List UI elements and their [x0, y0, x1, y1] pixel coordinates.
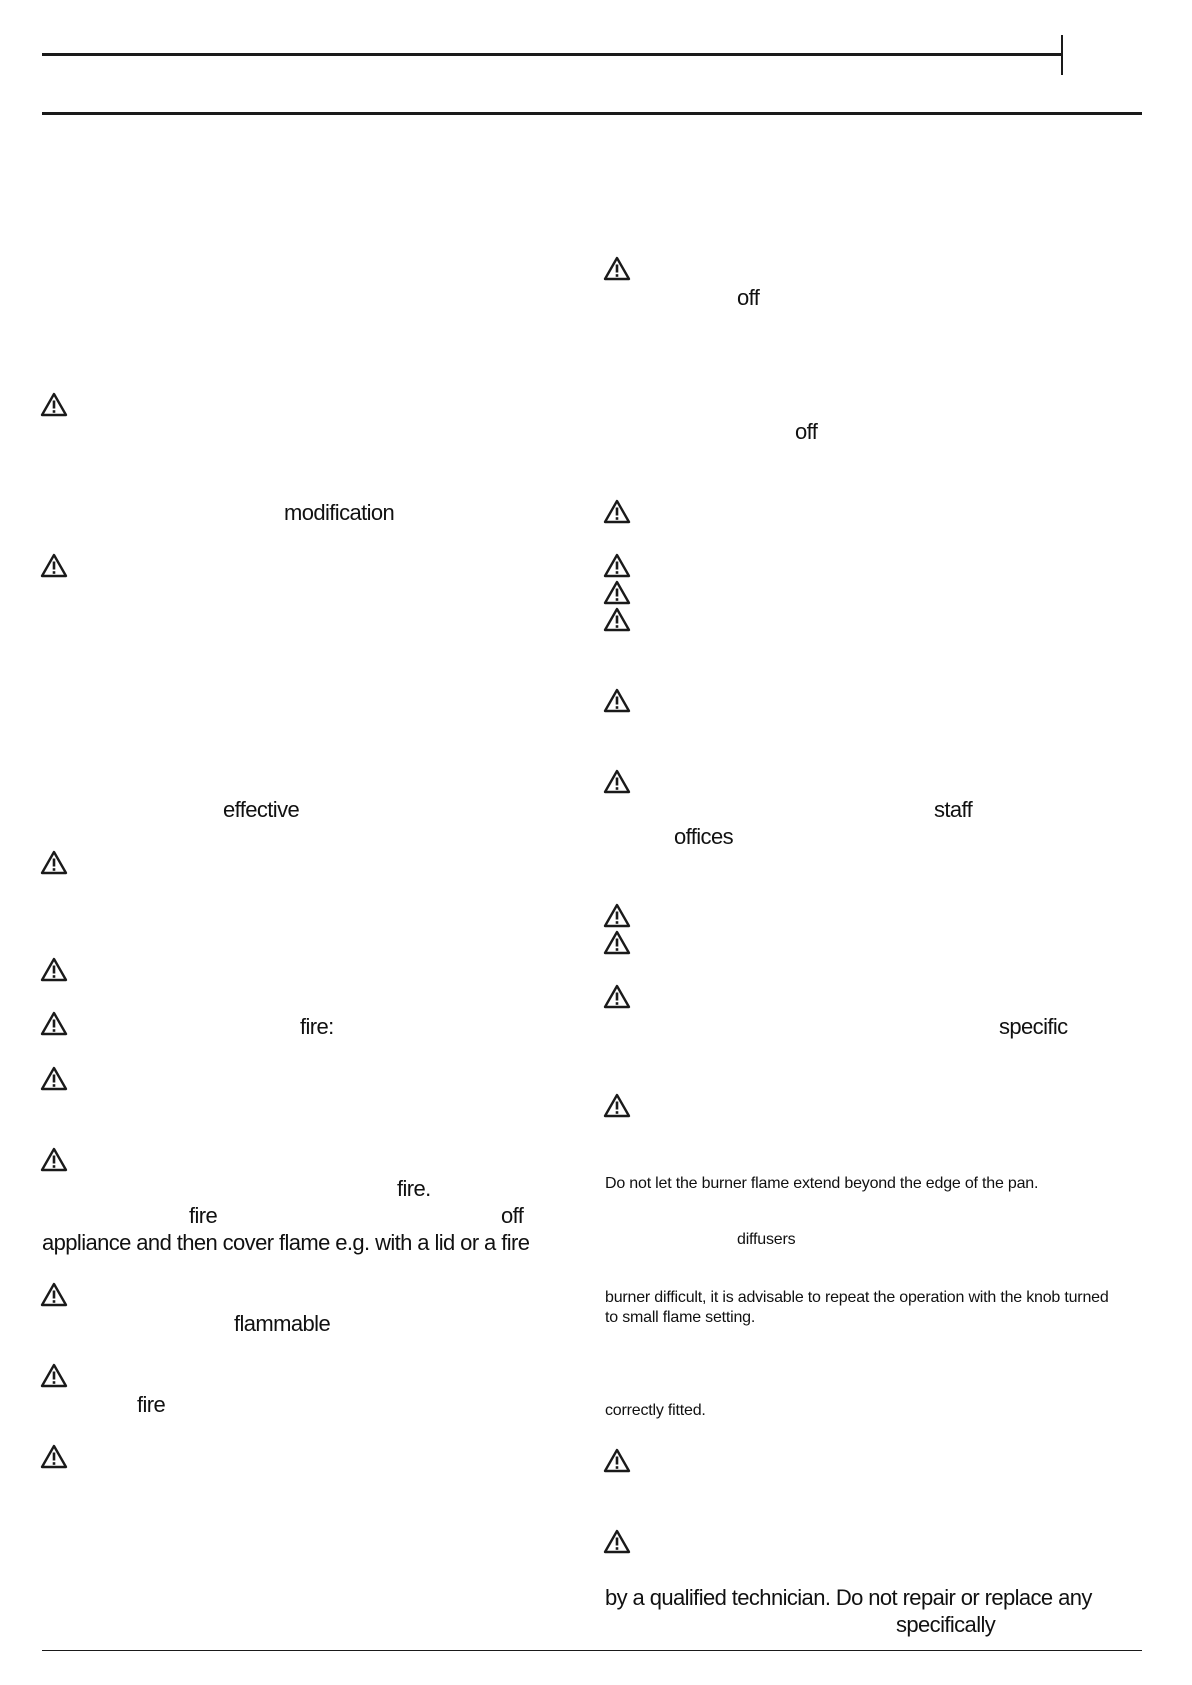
footer-rule — [42, 1650, 1142, 1651]
warning-triangle-icon — [603, 256, 631, 282]
header-top-rule — [42, 53, 1062, 56]
text-specifically: specifically — [896, 1612, 996, 1637]
text-off: off — [501, 1203, 524, 1228]
text-specific: specific — [999, 1014, 1068, 1039]
warning-triangle-icon — [40, 553, 68, 579]
text-staff: staff — [934, 797, 973, 822]
text-fire-colon: fire: — [300, 1014, 334, 1039]
warning-triangle-icon — [603, 903, 631, 929]
text-burner-flame-line: Do not let the burner flame extend beyond the edge of the pan. — [605, 1175, 1039, 1192]
text-diffusers: diffusers — [737, 1231, 796, 1248]
warning-triangle-icon — [603, 607, 631, 633]
text-effective: effective — [223, 797, 300, 822]
warning-triangle-icon — [603, 499, 631, 525]
text-offices: offices — [674, 824, 733, 849]
text-technician-line: by a qualified technician. Do not repair or replace any — [605, 1585, 1092, 1610]
warning-triangle-icon — [40, 1363, 68, 1389]
text-modification: modification — [284, 500, 395, 525]
warning-triangle-icon — [40, 1011, 68, 1037]
text-appliance-line: appliance and then cover flame e.g. with a lid or a fire — [42, 1230, 530, 1255]
warning-triangle-icon — [40, 1066, 68, 1092]
text-off: off — [737, 285, 760, 310]
text-correctly-fitted: correctly fitted. — [605, 1402, 706, 1419]
header-tick — [1061, 35, 1063, 75]
text-small-flame-line: to small flame setting. — [605, 1309, 756, 1326]
warning-triangle-icon — [603, 553, 631, 579]
warning-triangle-icon — [40, 392, 68, 418]
warning-triangle-icon — [603, 1448, 631, 1474]
warning-triangle-icon — [603, 930, 631, 956]
warning-triangle-icon — [40, 1147, 68, 1173]
warning-triangle-icon — [603, 580, 631, 606]
warning-triangle-icon — [40, 1282, 68, 1308]
warning-triangle-icon — [603, 688, 631, 714]
text-burner-difficult-line: burner difficult, it is advisable to repeat the operation with the knob turned — [605, 1289, 1109, 1306]
warning-triangle-icon — [603, 1093, 631, 1119]
warning-triangle-icon — [40, 850, 68, 876]
warning-triangle-icon — [603, 769, 631, 795]
header-bottom-rule — [42, 112, 1142, 115]
text-fire: fire — [137, 1392, 166, 1417]
text-fire: fire — [189, 1203, 218, 1228]
text-fire-period: fire. — [397, 1176, 431, 1201]
text-flammable: flammable — [234, 1311, 331, 1336]
warning-triangle-icon — [40, 957, 68, 983]
text-off: off — [795, 419, 818, 444]
warning-triangle-icon — [40, 1444, 68, 1470]
warning-triangle-icon — [603, 984, 631, 1010]
warning-triangle-icon — [603, 1529, 631, 1555]
